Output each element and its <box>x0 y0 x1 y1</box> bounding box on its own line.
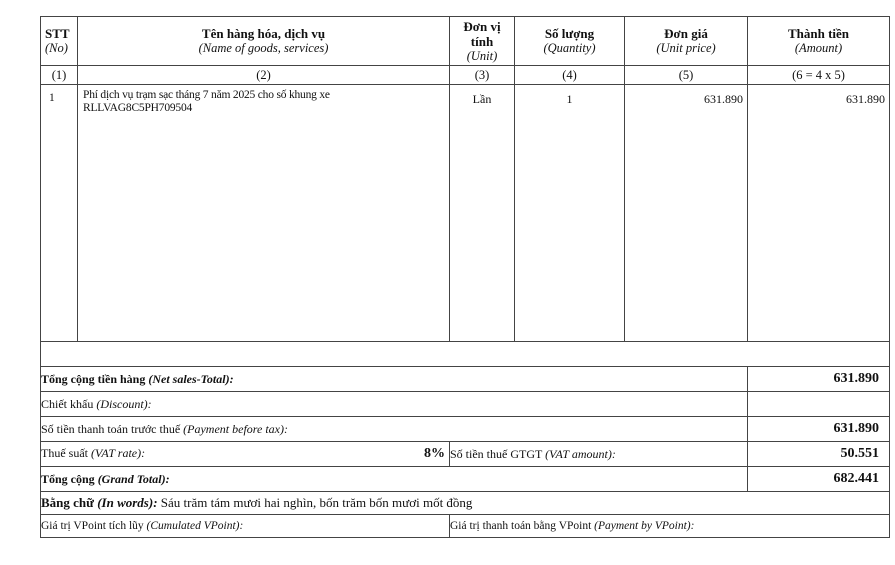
header-row <box>41 17 890 66</box>
item-name: Phí dịch vụ trạm sạc tháng 7 năm 2025 cho số khung xe RLLVAG8C5PH709504 <box>78 85 450 342</box>
in-words-value: Sáu trăm tám mươi hai nghìn, bốn trăm bốn mươi mốt đồng <box>160 495 473 510</box>
vat-rate-label: Thuế suất (VAT rate): 8% <box>41 442 450 467</box>
col-number: (1) <box>41 66 78 85</box>
in-words-row <box>41 492 890 515</box>
grand-total-label: Tổng cộng (Grand Total): <box>41 467 748 492</box>
net-total-value: 631.890 <box>748 367 890 392</box>
item-unit: Lần <box>450 85 515 342</box>
spacer-row <box>41 342 890 367</box>
discount-value <box>748 392 890 417</box>
col-number: (5) <box>625 66 748 85</box>
col-number: (4) <box>515 66 625 85</box>
grand-total-row <box>41 467 890 492</box>
discount-row <box>41 392 890 417</box>
col-number: (3) <box>450 66 515 85</box>
item-stt: 1 <box>41 85 78 342</box>
col-header-amount: Thành tiền (Amount) <box>748 17 890 66</box>
discount-label: Chiết khấu (Discount): <box>41 392 748 417</box>
col-header-unit-price: Đơn giá (Unit price) <box>625 17 748 66</box>
col-header-name: Tên hàng hóa, dịch vụ (Name of goods, services) <box>78 17 450 66</box>
col-header-unit: Đơn vị tính (Unit) <box>450 17 515 66</box>
item-unit-price: 631.890 <box>625 85 748 342</box>
item-quantity: 1 <box>515 85 625 342</box>
before-tax-value: 631.890 <box>748 417 890 442</box>
vat-rate-value: 8% <box>424 446 445 461</box>
net-total-row <box>41 367 890 392</box>
grand-total-value: 682.441 <box>748 467 890 492</box>
vpoint-row <box>41 515 890 538</box>
vat-amount-value: 50.551 <box>748 442 890 467</box>
item-amount: 631.890 <box>748 85 890 342</box>
col-header-quantity: Số lượng (Quantity) <box>515 17 625 66</box>
before-tax-label: Số tiền thanh toán trước thuế (Payment before tax): <box>41 417 748 442</box>
vat-amount-label: Số tiền thuế GTGT (VAT amount): <box>450 442 748 467</box>
vpoint-payment: Giá trị thanh toán bằng VPoint (Payment by VPoint): <box>450 515 890 538</box>
col-number: (6 = 4 x 5) <box>748 66 890 85</box>
in-words: Bằng chữ (In words): Sáu trăm tám mươi hai nghìn, bốn trăm bốn mươi mốt đồng <box>41 492 890 515</box>
invoice-table <box>40 16 890 538</box>
vat-row <box>41 442 890 467</box>
col-number: (2) <box>78 66 450 85</box>
net-total-label: Tổng cộng tiền hàng (Net sales-Total): <box>41 367 748 392</box>
before-tax-row <box>41 417 890 442</box>
column-number-row <box>41 66 890 85</box>
table-row <box>41 85 890 342</box>
vpoint-cumulated: Giá trị VPoint tích lũy (Cumulated VPoint): <box>41 515 450 538</box>
col-header-stt: STT (No) <box>41 17 78 66</box>
